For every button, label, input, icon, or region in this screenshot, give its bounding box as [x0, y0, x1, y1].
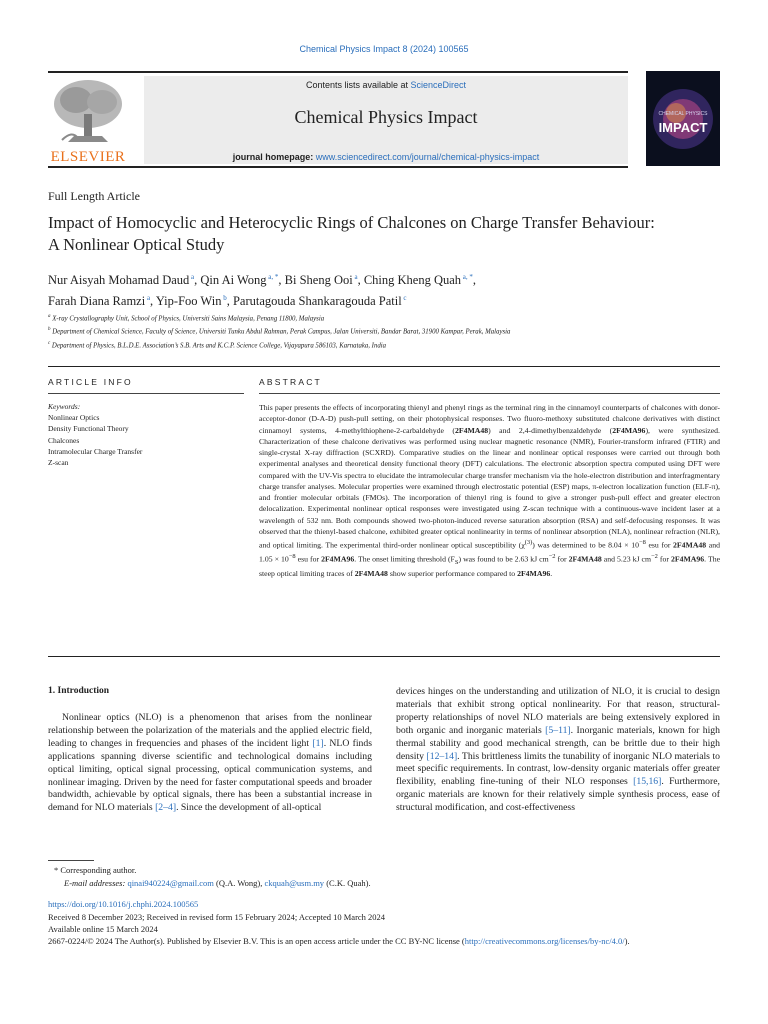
contents-prefix: Contents lists available at [305, 80, 411, 90]
elsevier-logo[interactable] [48, 76, 128, 164]
email-label: E-mail addresses: [64, 878, 128, 888]
article-title: Impact of Homocyclic and Heterocyclic Rings of Chalcones on Charge Transfer Behaviour: A Nonlinear Optical Study [48, 213, 655, 254]
header-bottom-rule [48, 166, 628, 168]
intro-run: devices hinges on the understanding and utilization of NLO, it is crucial to design materials that exhibit strong optical nonlinearity. For that reason, structural-property relationships of novel NLO materials are being extensively explored in both organic and inorganic materials [396, 686, 720, 736]
compound-label: 2F4MA48 [354, 569, 388, 579]
affiliation-list [48, 311, 728, 351]
homepage-line [144, 152, 628, 162]
author-affiliation-marker[interactable]: a, * [461, 273, 473, 281]
introduction-right-column [396, 686, 720, 815]
citation-link[interactable]: [1] [312, 737, 324, 749]
author-list [48, 268, 718, 310]
homepage-prefix: journal homepage: [232, 152, 316, 162]
abstract-rule [259, 393, 720, 394]
introduction-heading: 1. Introduction [48, 686, 110, 696]
exponent: −8 [288, 552, 296, 560]
introduction-left-column [48, 712, 372, 815]
abstract-text [259, 402, 720, 579]
keywords-label: Keywords: [48, 402, 81, 411]
author-affiliation-marker[interactable]: a [352, 273, 358, 281]
affiliation-item [48, 324, 728, 337]
email-owner: (C.K. Quah). [324, 878, 371, 888]
author-name[interactable]: Bi Sheng Ooi [284, 273, 353, 288]
journal-cover-image[interactable] [646, 71, 720, 166]
affiliation-item [48, 311, 728, 324]
cover-subtitle: CHEMICAL PHYSICS [658, 111, 708, 117]
license-text-end: ). [624, 936, 630, 946]
article-info-rule [48, 393, 244, 394]
author-affiliation-marker[interactable]: a [189, 273, 195, 281]
keyword-item: Intramolecular Charge Transfer [48, 446, 143, 456]
affiliation-text: Department of Physics, B.L.D.E. Association’s S.B. Arts and K.C.P. Science College, Vijayapura 586103, Karnataka, India [50, 341, 387, 349]
chi-superscript: (3) [524, 539, 533, 546]
affiliation-marker: a [48, 314, 51, 319]
author-name[interactable]: Qin Ai Wong [200, 273, 267, 288]
affiliation-marker: c [48, 340, 51, 346]
intro-run: Nonlinear optics (NLO) is a phenomenon that arises from the nonlinear relationship between the polarization of the materials and the applied electric field, leading to changes in frequencies and phases of the incident light [48, 712, 372, 749]
section-divider [48, 366, 720, 367]
intro-run: . Furthermore, organic materials are known for their relatively simple synthesis process, ease of structural modification, and cost-effectiveness [396, 776, 720, 814]
email-owner: (Q.A. Wong), [213, 878, 265, 888]
abstract-run: ) was determined to be 8.04 × 10 [532, 540, 639, 550]
author-separator: , [150, 294, 156, 309]
sciencedirect-link[interactable]: ScienceDirect [410, 80, 467, 90]
email-line [64, 878, 371, 888]
doi-link[interactable]: https://doi.org/10.1016/j.chphi.2024.100565 [48, 899, 199, 909]
abstract-run: ) was found to be 2.63 kJ cm [458, 554, 549, 564]
intro-run: . This brittleness limits the tunability of inorganic NLO materials to meet specific requirements. In contrast, low-density organic materials offer greater flexibility, enabling fine-tuning of their NLO responses [396, 750, 720, 788]
abstract-run: ), were synthesized. Characterization of these chalcone derivatives was performed using nuclear magnetic resonance (NMR), Fourier-transform infrared (FTIR) and single-crystal X-ray diffraction (SCXRD). Comparative studies on the linear and nonlinear optical responses were carried out through both experimental analyses and theoretical density functional theory (DFT) calculations. The electronic absorption spectra computed using DFT were compared with the UV-Vis spectra to elucidate the intramolecular charge transfer mechanism via the hole-electron distribution and interfragmentary charge transfer analyses. Molecular properties were examined through electrostatic potential (ESP) maps, π-electron localization function (ELF-π), and frontier molecular orbitals (FMOs). The incorporation of thienyl ring is found to give a stronger push-pull effect and greater electron delocalization. Experimental nonlinear optical responses were investigated using Z-scan technique with a continuous-wave incident laser at a wavelength of 532 nm. Both compounds showed two-photon-induced reverse saturation absorption (RSA) and self-defocusing responses. It was observed that the thienyl-based chalcone, exhibited greater optical nonlinearity in terms of nonlinear absorption (NLA), nonlinear refraction (NLR), and optical limiting. The experimental third-order nonlinear optical susceptibility (χ [259, 425, 720, 550]
compound-label: 2F4MA96 [670, 554, 705, 564]
author-affiliation-marker[interactable]: c [401, 294, 407, 303]
fs-subscript: S [454, 558, 459, 566]
available-online-date: Available online 15 March 2024 [48, 924, 158, 934]
elsevier-tree-icon [48, 76, 128, 148]
keywords-block [48, 401, 244, 468]
affiliation-item [48, 338, 728, 351]
exponent: −8 [639, 539, 646, 546]
affiliation-text: Department of Chemical Science, Faculty of Science, Universiti Tunku Abdul Rahman, Perak Campus, Jalan Universiti, Bandar Barat, 31900 Kampar, Perak, Malaysia [50, 328, 511, 336]
email-link[interactable]: ckquah@usm.my [264, 878, 325, 888]
abstract-run: for [555, 554, 569, 564]
exponent: −2 [651, 552, 658, 560]
keyword-item: Density Functional Theory [48, 424, 129, 434]
abstract-run: esu for [645, 540, 674, 550]
abstract-run: . The steep optical limiting traces of [259, 554, 721, 579]
article-type: Full Length Article [48, 189, 140, 203]
compound-label: 2F4MA96 [517, 569, 551, 579]
citation-link[interactable]: [2–4] [155, 802, 177, 814]
license-text: 2667-0224/© 2024 The Author(s). Published by Elsevier B.V. This is an open access article under the CC BY-NC license ( [48, 936, 465, 946]
keyword-item: Z-scan [48, 458, 69, 468]
author-name[interactable]: Nur Aisyah Mohamad Daud [48, 273, 190, 288]
abstract-run: esu for [295, 554, 322, 564]
email-link[interactable]: qinai940224@gmail.com [127, 878, 214, 888]
affiliation-marker: b [48, 327, 51, 333]
author-affiliation-marker[interactable]: a, * [266, 273, 279, 281]
cover-art-icon [646, 71, 720, 166]
abstract-end-rule [48, 656, 720, 657]
homepage-link[interactable]: www.sciencedirect.com/journal/chemical-physics-impact [315, 152, 540, 162]
author-separator: , [278, 273, 285, 288]
received-dates: Received 8 December 2023; Received in revised form 15 February 2024; Accepted 10 March 2024 [48, 912, 386, 922]
article-info-heading: ARTICLE INFO [48, 377, 133, 387]
abstract-run: and 5.23 kJ cm [601, 554, 652, 564]
author-separator: , [357, 273, 364, 288]
abstract-run: . The onset limiting threshold (F [354, 554, 455, 564]
abstract-run: This paper presents the effects of incorporating thienyl and phenyl rings as the terminal ring in the cinnamoyl counterparts of chalcones with donor-acceptor-donor (D-A-D) push-pull setting, on their photophysical responses. Two fluoro-methoxy substituted chalcone derivatives with distinct cinnamoyl systems, 4-methylthiophene-2-carbaldehyde ( [259, 403, 720, 435]
header-top-rule [48, 71, 628, 73]
abstract-run: . [550, 569, 553, 579]
affiliation-text: X-ray Crystallography Unit, School of Physics, Universiti Sains Malaysia, Penang 11800, Malaysia [50, 315, 325, 323]
license-note [48, 935, 722, 947]
exponent: −2 [548, 552, 556, 560]
author-separator: , [194, 273, 201, 288]
citation-link[interactable]: [5–11] [545, 724, 571, 736]
contents-line [144, 80, 628, 90]
compound-label: 2F4MA48 [673, 540, 707, 550]
abstract-run: and 1.05 × 10 [259, 540, 720, 564]
author-separator: , [472, 273, 477, 288]
citation-link[interactable]: [12–14] [426, 750, 458, 762]
compound-label: 2F4MA96 [321, 554, 355, 564]
author-name[interactable]: Yip-Foo Win [155, 294, 222, 309]
cover-title: IMPACT [658, 120, 708, 135]
elsevier-wordmark: ELSEVIER [50, 149, 126, 165]
compound-label: 2F4MA48 [568, 554, 602, 564]
author-name[interactable]: Parutagouda Shankaragouda Patil [232, 294, 402, 309]
keyword-item: Chalcones [48, 435, 80, 445]
corresponding-author-note: * Corresponding author. [54, 865, 137, 875]
citation-link[interactable]: [15,16] [633, 776, 662, 788]
intro-run: . Inorganic materials, known for high thermal stability and good mechanical strength, can be brittle due to their high density [396, 724, 720, 762]
keyword-item: Nonlinear Optics [48, 413, 100, 423]
author-affiliation-marker[interactable]: a [145, 294, 151, 303]
author-affiliation-marker[interactable]: b [221, 294, 227, 303]
abstract-run: show superior performance compared to [387, 569, 518, 579]
footnote-rule [48, 860, 94, 861]
compound-label: 2F4MA96 [612, 425, 646, 435]
author-separator: , [226, 294, 233, 309]
abstract-run: for [657, 554, 671, 564]
intro-run: . Since the development of all-optical [176, 802, 322, 814]
abstract-heading: ABSTRACT [259, 377, 322, 387]
journal-title: Chemical Physics Impact [294, 107, 478, 127]
license-link[interactable]: http://creativecommons.org/licenses/by-nc/4.0/ [464, 936, 625, 946]
intro-run: . NLO finds applications spanning diverse scientific and technological domains including optical limiting, optical signal processing, optical communication systems, and nonlinear imaging. Driven by the need for faster computational speeds and broader bandwidth, achievable by optical signals, there has been a substantial increase in demand for NLO materials [48, 737, 372, 814]
journal-reference[interactable]: Chemical Physics Impact 8 (2024) 100565 [299, 44, 469, 54]
abstract-run: ) and 2,4-dimethylbenzaldehyde ( [488, 425, 613, 435]
author-name[interactable]: Farah Diana Ramzi [48, 294, 146, 309]
author-name[interactable]: Ching Kheng Quah [363, 273, 462, 288]
compound-label: 2F4MA48 [455, 425, 489, 435]
